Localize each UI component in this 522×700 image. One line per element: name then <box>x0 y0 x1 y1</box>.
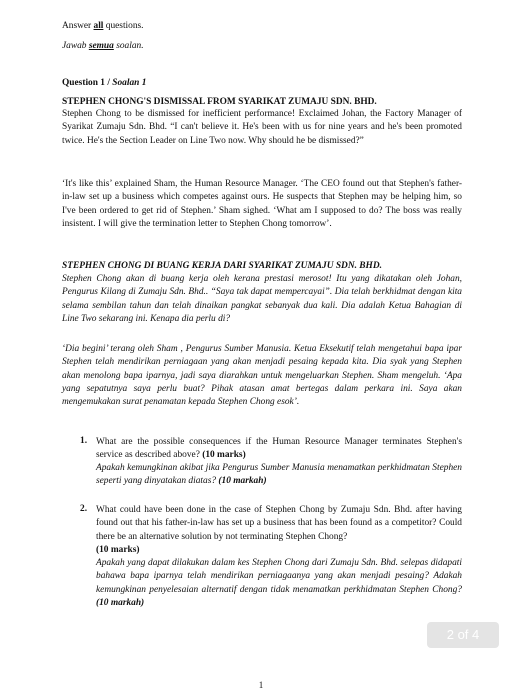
case-paragraph-en-2: ‘It's like this’ explained Sham, the Human Resource Manager. ‘The CEO found out that Stephen's father-in-law set up a business which competes against ours. He suspects that Stephen may be helping him, so I've been ordered to get rid of Stephen.’ Sham sighed. ‘What am I supposed to do? The boss was really insistent. I will give the termination letter to Stephen Chong tomorrow’. <box>62 179 462 229</box>
instruction-ms-prefix: Jawab <box>62 41 89 51</box>
item-2-question-en <box>96 504 462 557</box>
item-1-question-en <box>96 436 462 463</box>
item-1-question-ms <box>96 462 462 489</box>
case-paragraph-en-1: Stephen Chong to be dismissed for inefficient performance! Exclaimed Johan, the Factory Manager of Syarikat Zumaju Sdn. Bhd. “I can't believe it. He's been with us for nine years and he's been promoted twice. He's the Section Leader on Line Two now. Why should he be dismissed?” <box>62 109 462 146</box>
case-paragraph-ms-2: ‘Dia begini’ terang oleh Sham , Pengurus Sumber Manusia. Ketua Eksekutif telah mengetahui bapa ipar Stephen telah mendirikan perniagaan yang akan menjadi pesaing kepada kita. Dia syak yang Stephen akan menolong bapa iparnya, jadi saya diarahkan untuk mengeluarkan Stephen. Sham mengeluh. ‘Apa yang sepatutnya saya perlu buat? Pihak atasan amat bertegas dalam perkara ini. Saya akan mengemukakan surat penamatan kepada Stephen Chong esok’. <box>62 344 462 408</box>
instruction-en-prefix: Answer <box>62 21 94 31</box>
item-number-2: 2. <box>80 504 88 514</box>
page-indicator-badge: 2 of 4 <box>427 622 499 648</box>
instruction-en-emphasis: all <box>93 21 104 31</box>
instruction-en <box>62 20 144 33</box>
item-2-question-ms <box>96 557 462 610</box>
instruction-en-suffix: questions. <box>103 21 144 31</box>
page-number: 1 <box>258 680 264 690</box>
instruction-ms-emphasis: semua <box>88 41 114 51</box>
question-heading-en: Question 1 <box>62 78 105 88</box>
item-1-text-ms: Apakah kemungkinan akibat jika Pengurus Sumber Manusia menamatkan perkhidmatan Stephen seperti yang dinyatakan diatas? <box>96 463 462 487</box>
case-title-ms: STEPHEN CHONG DI BUANG KERJA DARI SYARIKAT ZUMAJU SDN. BHD. <box>62 261 382 271</box>
question-heading <box>62 77 146 90</box>
item-1-marks-en: (10 marks) <box>202 450 246 461</box>
item-number-1: 1. <box>80 436 88 446</box>
case-paragraph-ms-1: Stephen Chong akan di buang kerja oleh kerana prestasi merosot! Itu yang dikatakan oleh Johan, Pengurus Kilang di Zumaju Sdn. Bhd.. “Saya tak dapat mempercayai”. Dia telah berkhidmat dengan kita selama sembilan tahun dan telah dinaikan pangkat sebanyak dua kali. Dia adalah Ketua Bahagian di Line Two sekarang ini. Kenapa dia perlu di? <box>62 274 462 324</box>
case-title-en: STEPHEN CHONG'S DISMISSAL FROM SYARIKAT ZUMAJU SDN. BHD. <box>62 97 377 107</box>
item-2-marks-en: (10 marks) <box>96 544 140 555</box>
item-2-text-en: What could have been done in the case of Stephen Chong by Zumaju Sdn. Bhd. after having found out that his father-in-law has set up a business that has been found as a competitor? Could there be an alternative solution by not terminating Stephen Chong? <box>96 505 462 542</box>
item-2-marks-ms: (10 markah) <box>96 597 145 608</box>
item-1-marks-ms: (10 markah) <box>218 476 267 487</box>
instruction-ms-suffix: soalan. <box>113 41 144 51</box>
question-heading-ms: Soalan 1 <box>112 78 147 88</box>
item-1-text-en: What are the possible consequences if the Human Resource Manager terminates Stephen's service as described above? <box>96 437 462 461</box>
instruction-ms <box>62 40 144 53</box>
question-heading-separator: / <box>104 78 113 88</box>
item-2-text-ms: Apakah yang dapat dilakukan dalam kes Stephen Chong dari Zumaju Sdn. Bhd. selepas didapati bahawa bapa iparnya telah mendirikan perniagaanya yang akan menjadi pesaing? Adakah kemungkinan penyelesaian alternatif dengan tidak menamatkan perkhidmatan Stephen Chong? <box>96 558 462 595</box>
